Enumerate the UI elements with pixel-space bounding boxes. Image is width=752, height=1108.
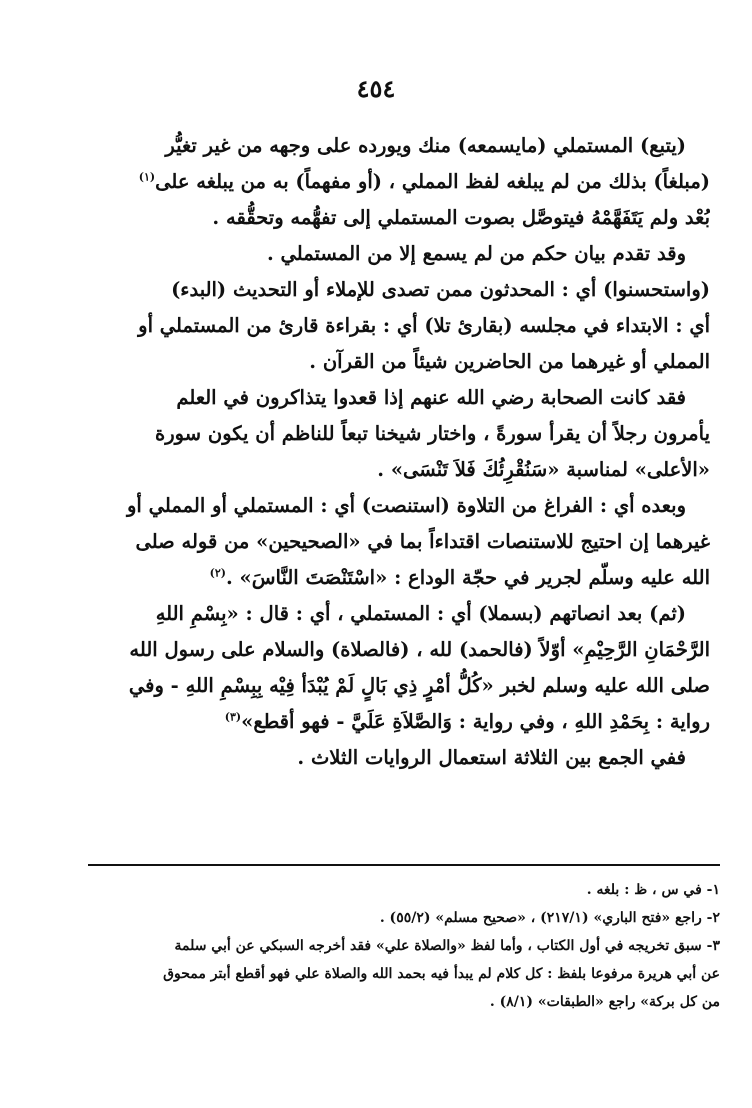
- footnote-marker: (٣): [224, 710, 242, 724]
- footnote-3-continued: من كل بركة» راجع «الطبقات» (٨/١) .: [489, 994, 720, 1010]
- page-number: ٤٥٤: [356, 74, 396, 103]
- text-line: بُعْد ولم يَتَفَهَّمْهُ فيتوصَّل بصوت المستملي إلى تفهُّمه وتحقُّقه .: [212, 206, 710, 229]
- footnote-3: ٣- سبق تخريجه في أول الكتاب ، وأما لفظ «والصلاة علي» فقد أخرجه السبكي عن أبي سلمة: [174, 938, 720, 954]
- text-line: غيرهما إن احتيج للاستنصات اقتداءاً بما في «الصحيحين» من قوله صلى: [135, 530, 710, 553]
- text-line: المملي أو غيرهما من الحاضرين شيئاً من القرآن .: [309, 350, 710, 373]
- text-line: الرَّحْمَانِ الرَّحِيْمِ» أوّلاً (فالحمد) لله ، (فالصلاة) والسلام على رسول الله: [129, 638, 710, 661]
- text-line: الله عليه وسلّم لجرير في حجّة الوداع : «اسْتَنْصَتَ النَّاسَ» .$^{(٢)}$: [209, 566, 710, 589]
- text-line: أي : الابتداء في مجلسه (بقارئ تلا) أي : بقراءة قارئ من المستملي أو: [138, 314, 710, 337]
- text-line: يأمرون رجلاً أن يقرأ سورةً ، واختار شيخنا تبعاً للناظم أن يكون سورة: [155, 422, 710, 445]
- text-line: وبعده أي : الفراغ من التلاوة (استنصت) أي : المستملي أو المملي أو: [127, 494, 686, 517]
- footnote-marker: (١): [138, 170, 156, 184]
- footnote-3-continued: عن أبي هريرة مرفوعا بلفظ : كل كلام لم يبدأ فيه بحمد الله والصلاة علي فهو أقطع أبتر ممحوق: [163, 966, 720, 982]
- text-line: صلى الله عليه وسلم لخبر «كُلُّ أمْرٍ ذِي بَالٍ لَمْ يُبْدَأ فِيْه بِبِسْمِ اللهِ - وفي: [128, 674, 710, 697]
- footnote-1: ١- في س ، ظ : بلغه .: [586, 882, 720, 898]
- main-text: [70, 128, 710, 776]
- text-line: رواية : بِحَمْدِ اللهِ ، وفي رواية : وَالصَّلاَةِ عَلَيَّ - فهو أقطع»$^{(٣)}$: [224, 710, 710, 733]
- footnote-separator: [88, 864, 720, 866]
- text-line: «الأعلى» لمناسبة «سَنُقْرِئُكَ فَلاَ تَنْسَى» .: [377, 458, 710, 481]
- text-line: (واستحسنوا) أي : المحدثون ممن تصدى للإملاء أو التحديث (البدء): [171, 278, 710, 301]
- text-line: ففي الجمع بين الثلاثة استعمال الروايات الثلاث .: [297, 746, 686, 769]
- text-line: وقد تقدم بيان حكم من لم يسمع إلا من المستملي .: [266, 242, 686, 265]
- footnote-marker: (٢): [209, 566, 226, 580]
- text-line: (ثم) بعد انصاتهم (بسملا) أي : المستملي ، أي : قال : «بِسْمِ اللهِ: [155, 602, 686, 625]
- text-line: (يتبع) المستملي (مايسمعه) منك ويورده على وجهه من غير تغيُّر: [165, 134, 686, 157]
- text-line: فقد كانت الصحابة رضي الله عنهم إذا قعدوا يتذاكرون في العلم: [176, 386, 686, 409]
- footnotes: [70, 876, 720, 1016]
- text-line: (مبلغاً) بذلك من لم يبلغه لفظ المملي ، (أو مفهماً) به من يبلغه على$^{(١)}$: [138, 170, 710, 193]
- footnote-2: ٢- راجع «فتح الباري» (٢١٧/١) ، «صحيح مسلم» (٥٥/٢) .: [379, 910, 720, 926]
